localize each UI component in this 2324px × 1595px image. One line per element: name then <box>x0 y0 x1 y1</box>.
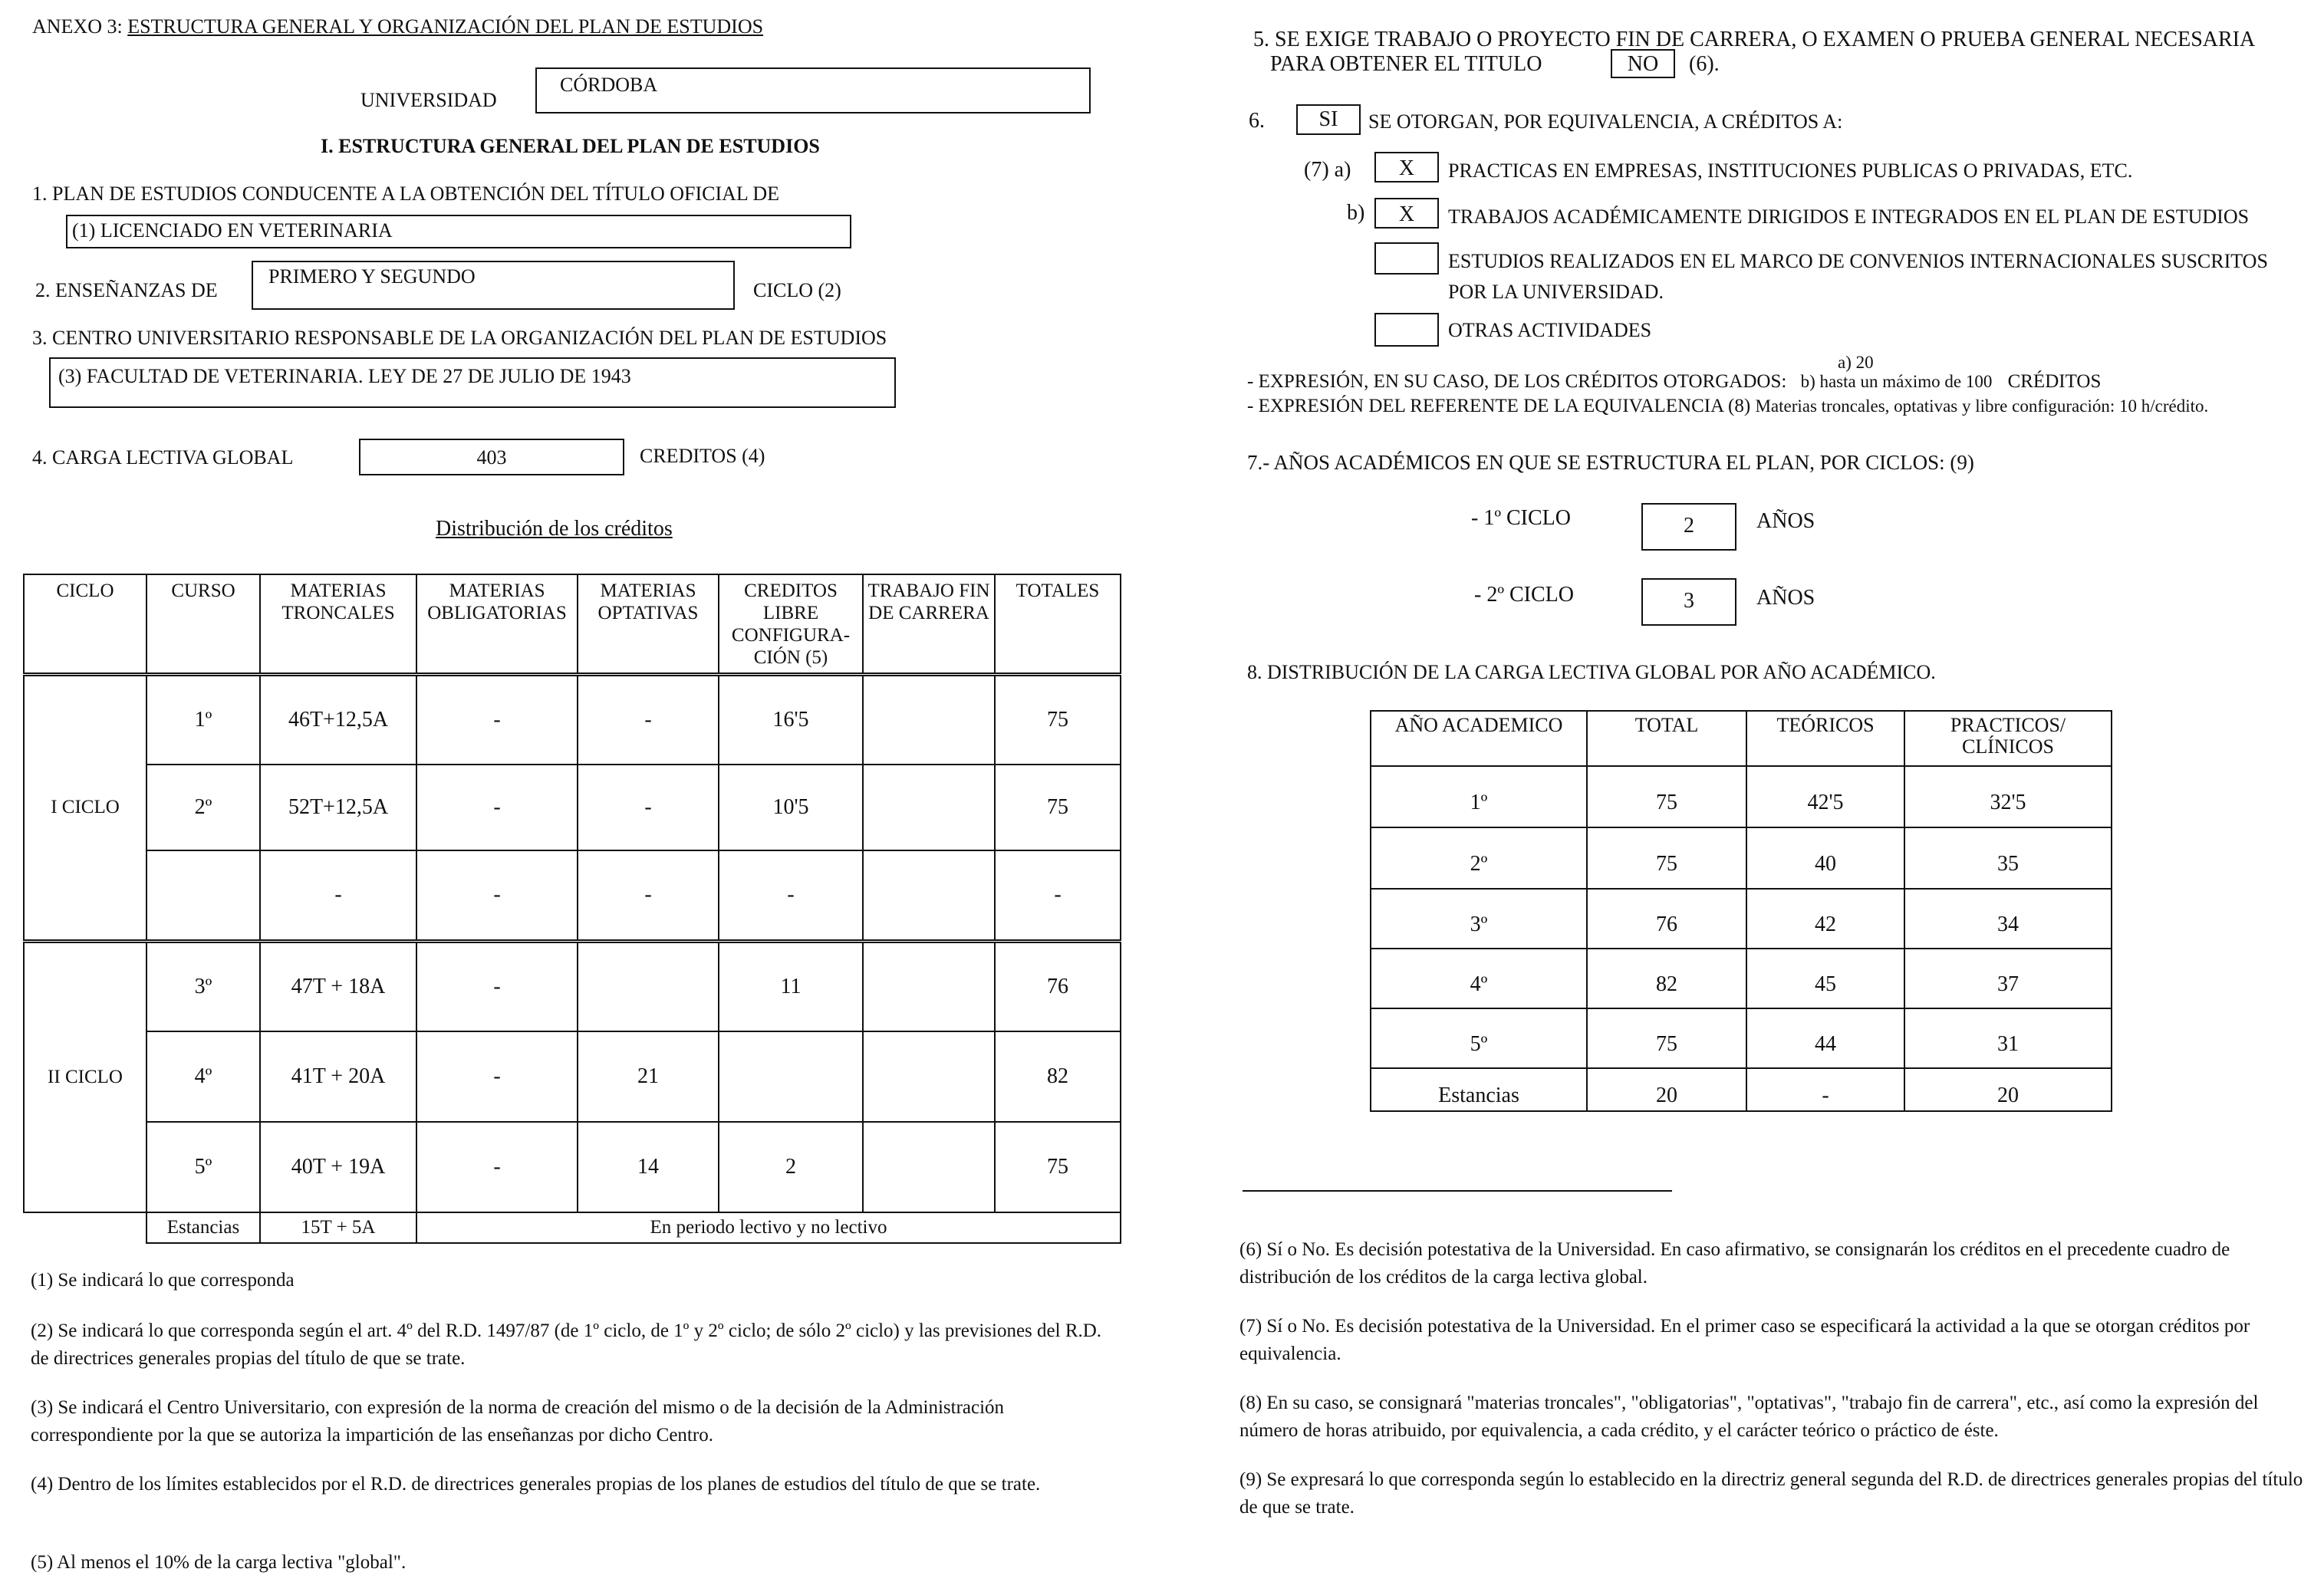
table-cell: - <box>995 850 1121 941</box>
table-cell: 4º <box>1371 949 1587 1008</box>
item8-label: 8. DISTRIBUCIÓN DE LA CARGA LECTIVA GLOBAL POR AÑO ACADÉMICO. <box>1247 661 1936 683</box>
table-cell: 75 <box>995 765 1121 850</box>
cycle1-years-box <box>1641 503 1736 551</box>
item7-label: 7.- AÑOS ACADÉMICOS EN QUE SE ESTRUCTURA EL PLAN, POR CICLOS: (9) <box>1247 451 1974 474</box>
table-cell <box>863 941 995 1031</box>
opt-d-checkbox <box>1374 313 1439 347</box>
cycle1-cell: I CICLO <box>24 674 146 941</box>
table-cell <box>719 1031 863 1122</box>
estancias-row <box>24 1212 1121 1243</box>
item3-label: 3. CENTRO UNIVERSITARIO RESPONSABLE DE LA ORGANIZACIÓN DEL PLAN DE ESTUDIOS <box>32 327 887 349</box>
item5-text2: PARA OBTENER EL TITULO <box>1270 52 1542 76</box>
th-libre: CREDITOS LIBRE CONFIGURA-CIÓN (5) <box>719 574 863 674</box>
footnote-2: (2) Se indicará lo que corresponda según el art. 4º del R.D. 1497/87 (de 1º ciclo, de 1º y 2º ciclo; de sólo 2º ciclo) y las previsiones del R.D. de directrices generales propias del título de que se trate. <box>31 1320 1102 1369</box>
expr2-label: - EXPRESIÓN DEL REFERENTE DE LA EQUIVALENCIA (8) <box>1247 396 1751 416</box>
expr1-value: b) hasta un máximo de 100 <box>1800 372 1993 391</box>
opt-a-text: PRACTICAS EN EMPRESAS, INSTITUCIONES PUBLICAS O PRIVADAS, ETC. <box>1448 160 2133 182</box>
annex-label: ANEXO 3: <box>32 15 123 38</box>
footnote-1: (1) Se indicará lo que corresponda <box>31 1270 295 1291</box>
table-cell: - <box>260 850 416 941</box>
estancias-label: Estancias <box>146 1212 260 1243</box>
distribution-title: Distribución de los créditos <box>436 517 673 541</box>
table-cell: 82 <box>1587 949 1746 1008</box>
table-row <box>1371 1068 2112 1111</box>
table-cell: 75 <box>1587 766 1746 827</box>
table-cell <box>863 1031 995 1122</box>
item6-value: SI <box>1318 107 1338 131</box>
table-cell: - <box>416 850 578 941</box>
table-cell: 45 <box>1746 949 1904 1008</box>
item2-label: 2. ENSEÑANZAS DE <box>35 279 218 301</box>
th-totales: TOTALES <box>995 574 1121 674</box>
table-row <box>24 1122 1121 1212</box>
table-cell: 42'5 <box>1746 766 1904 827</box>
table-cell: 82 <box>995 1031 1121 1122</box>
table-cell: 75 <box>995 674 1121 765</box>
table-cell: 20 <box>1904 1068 2112 1111</box>
footnote-divider <box>1243 1190 1672 1192</box>
item4-label: 4. CARGA LECTIVA GLOBAL <box>32 446 294 469</box>
university-field <box>535 67 1091 113</box>
footnote-8: (8) En su caso, se consignará "materias troncales", "obligatorias", "optativas", "trabajo fin de carrera", etc., así como la expresión del número de horas atribuido, por equivalencia, a cada crédito, y el carácter teórico o práctico de éste. <box>1239 1393 2259 1441</box>
table-cell: 35 <box>1904 827 2112 889</box>
table-cell: 47T + 18A <box>260 941 416 1031</box>
opt-b-label: b) <box>1347 201 1365 225</box>
table-cell: - <box>1746 1068 1904 1111</box>
opt-c-checkbox <box>1374 242 1439 275</box>
expr1 <box>1247 371 2101 393</box>
table-cell <box>863 765 995 850</box>
table-cell: - <box>416 941 578 1031</box>
table-cell: 3º <box>1371 889 1587 949</box>
th-curso: CURSO <box>146 574 260 674</box>
table-cell: 11 <box>719 941 863 1031</box>
table-cell: 34 <box>1904 889 2112 949</box>
table-cell: 41T + 20A <box>260 1031 416 1122</box>
table-cell: 40T + 19A <box>260 1122 416 1212</box>
table-cell: 44 <box>1746 1008 1904 1068</box>
opt-c-text2: POR LA UNIVERSIDAD. <box>1448 281 1664 303</box>
cycle1-years-value: 2 <box>1684 514 1694 538</box>
opt-a-label: (7) a) <box>1304 158 1351 182</box>
table-row <box>24 1031 1121 1122</box>
cycle2-years-unit: AÑOS <box>1756 586 1815 610</box>
table-cell: 37 <box>1904 949 2112 1008</box>
table-cell: 42 <box>1746 889 1904 949</box>
table-cell: 76 <box>995 941 1121 1031</box>
footnote-4: (4) Dentro de los límites establecidos por el R.D. de directrices generales propias de los planes de estudios del título de que se trate. <box>31 1474 1041 1495</box>
table-cell: - <box>578 674 719 765</box>
opt-a-checkbox <box>1374 152 1439 183</box>
table-row <box>24 941 1121 1031</box>
credits-table-header <box>24 574 1121 674</box>
teaching-field <box>252 261 735 310</box>
table-row <box>24 850 1121 941</box>
table-cell: 75 <box>1587 1008 1746 1068</box>
table-cell: 14 <box>578 1122 719 1212</box>
credits-a: a) 20 <box>1838 353 1874 372</box>
item5-ref: (6). <box>1689 52 1720 76</box>
opt-b-mark: X <box>1398 202 1415 226</box>
table-cell: 31 <box>1904 1008 2112 1068</box>
expr1-suffix: CRÉDITOS <box>2007 371 2102 392</box>
item6-text: SE OTORGAN, POR EQUIVALENCIA, A CRÉDITOS A: <box>1368 110 1843 133</box>
table-cell: 21 <box>578 1031 719 1122</box>
table-cell: - <box>416 1031 578 1122</box>
th-total: TOTAL <box>1587 711 1746 766</box>
item6-num: 6. <box>1249 109 1265 133</box>
table-cell: 5º <box>146 1122 260 1212</box>
cycle1-years-label: - 1º CICLO <box>1471 506 1572 530</box>
credits-table <box>23 574 1121 1244</box>
cycle2-cell: II CICLO <box>24 941 146 1212</box>
table-cell <box>863 1122 995 1212</box>
center-value: (3) FACULTAD DE VETERINARIA. LEY DE 27 DE JULIO DE 1943 <box>58 365 631 387</box>
table-cell: 75 <box>995 1122 1121 1212</box>
table-row <box>1371 827 2112 889</box>
table-row <box>1371 949 2112 1008</box>
table-cell <box>863 850 995 941</box>
table-row <box>24 765 1121 850</box>
table-cell: - <box>578 765 719 850</box>
table-row <box>24 674 1121 765</box>
estancias-value: 15T + 5A <box>260 1212 416 1243</box>
item1-label: 1. PLAN DE ESTUDIOS CONDUCENTE A LA OBTENCIÓN DEL TÍTULO OFICIAL DE <box>32 183 779 205</box>
table-cell: 75 <box>1587 827 1746 889</box>
th-troncales: MATERIAS TRONCALES <box>260 574 416 674</box>
table-cell: 76 <box>1587 889 1746 949</box>
table-cell <box>24 1212 146 1243</box>
table-cell: - <box>578 850 719 941</box>
global-load-value: 403 <box>476 446 507 469</box>
university-value: CÓRDOBA <box>560 74 658 96</box>
item4-suffix: CREDITOS (4) <box>640 445 765 467</box>
degree-value: (1) LICENCIADO EN VETERINARIA <box>72 219 393 242</box>
table-cell: 2º <box>1371 827 1587 889</box>
degree-field <box>66 215 851 248</box>
th-practicos: PRACTICOS/ CLÍNICOS <box>1904 711 2112 766</box>
opt-d-text: OTRAS ACTIVIDADES <box>1448 319 1652 341</box>
th-year: AÑO ACADEMICO <box>1371 711 1587 766</box>
annex-title: ESTRUCTURA GENERAL Y ORGANIZACIÓN DEL PLAN DE ESTUDIOS <box>127 15 764 38</box>
expr2-value: Materias troncales, optativas y libre configuración: 10 h/crédito. <box>1755 396 2209 416</box>
table-cell: - <box>416 765 578 850</box>
table-cell <box>146 850 260 941</box>
opt-b-checkbox <box>1374 198 1439 229</box>
table-cell: 10'5 <box>719 765 863 850</box>
table-cell: 46T+12,5A <box>260 674 416 765</box>
university-label: UNIVERSIDAD <box>360 89 497 111</box>
expr1-label: - EXPRESIÓN, EN SU CASO, DE LOS CRÉDITOS OTORGADOS: <box>1247 371 1787 392</box>
cycle1-years-unit: AÑOS <box>1756 509 1815 533</box>
teaching-value: PRIMERO Y SEGUNDO <box>268 265 476 288</box>
global-load-field <box>359 439 624 475</box>
table-cell: 5º <box>1371 1008 1587 1068</box>
th-obligatorias: MATERIAS OBLIGATORIAS <box>416 574 578 674</box>
item2-suffix: CICLO (2) <box>753 279 841 301</box>
table-cell: - <box>719 850 863 941</box>
table-row <box>1371 889 2112 949</box>
opt-c-text: ESTUDIOS REALIZADOS EN EL MARCO DE CONVENIOS INTERNACIONALES SUSCRITOS <box>1448 250 2268 272</box>
th-trabajo: TRABAJO FIN DE CARRERA <box>863 574 995 674</box>
footnote-6: (6) Sí o No. Es decisión potestativa de la Universidad. En caso afirmativo, se consignarán los créditos en el precedente cuadro de distribución de los créditos de la carga lectiva global. <box>1239 1239 2230 1288</box>
table-cell: 3º <box>146 941 260 1031</box>
section-title: I. ESTRUCTURA GENERAL DEL PLAN DE ESTUDIOS <box>321 135 820 157</box>
estancias-note: En periodo lectivo y no lectivo <box>416 1212 1121 1243</box>
table-cell: 1º <box>146 674 260 765</box>
table-cell: - <box>416 1122 578 1212</box>
expr2 <box>1247 396 2208 417</box>
item5-text: 5. SE EXIGE TRABAJO O PROYECTO FIN DE CARRERA, O EXAMEN O PRUEBA GENERAL NECESARIA <box>1253 28 2256 51</box>
opt-b-text: TRABAJOS ACADÉMICAMENTE DIRIGIDOS E INTEGRADOS EN EL PLAN DE ESTUDIOS <box>1448 206 2250 228</box>
table-cell <box>863 674 995 765</box>
load-table <box>1370 710 2112 1112</box>
annex-heading <box>32 15 763 38</box>
table-cell: 2 <box>719 1122 863 1212</box>
table-cell: 52T+12,5A <box>260 765 416 850</box>
table-row <box>1371 766 2112 827</box>
footnote-7: (7) Sí o No. Es decisión potestativa de la Universidad. En el primer caso se especificará la actividad a la que se otorgan créditos por equivalencia. <box>1239 1316 2250 1364</box>
center-field <box>49 357 896 408</box>
table-cell: 20 <box>1587 1068 1746 1111</box>
table-cell: 2º <box>146 765 260 850</box>
footnote-9: (9) Se expresará lo que corresponda según lo establecido en la directriz general segunda del R.D. de directrices generales propias del título de que se trate. <box>1239 1469 2303 1518</box>
cycle2-years-label: - 2º CICLO <box>1474 583 1575 607</box>
table-cell: 32'5 <box>1904 766 2112 827</box>
table-cell: - <box>416 674 578 765</box>
item5-value: NO <box>1627 52 1659 76</box>
opt-a-mark: X <box>1398 156 1415 180</box>
th-ciclo: CICLO <box>24 574 146 674</box>
table-cell: 4º <box>146 1031 260 1122</box>
table-cell: 1º <box>1371 766 1587 827</box>
th-optativas: MATERIAS OPTATIVAS <box>578 574 719 674</box>
table-cell <box>578 941 719 1031</box>
table-cell: 40 <box>1746 827 1904 889</box>
th-teoricos: TEÓRICOS <box>1746 711 1904 766</box>
load-table-header <box>1371 711 2112 766</box>
table-cell: 16'5 <box>719 674 863 765</box>
footnote-3: (3) Se indicará el Centro Universitario, con expresión de la norma de creación del mismo o de la decisión de la Administración correspondiente por la que se autoriza la impartición de las enseñanzas por dicho Centro. <box>31 1397 1005 1445</box>
footnote-5: (5) Al menos el 10% de la carga lectiva "global". <box>31 1552 407 1573</box>
item5-box <box>1611 49 1675 78</box>
cycle2-years-box <box>1641 578 1736 626</box>
table-cell: Estancias <box>1371 1068 1587 1111</box>
table-row <box>1371 1008 2112 1068</box>
cycle2-years-value: 3 <box>1684 589 1694 613</box>
item6-box <box>1296 104 1361 135</box>
